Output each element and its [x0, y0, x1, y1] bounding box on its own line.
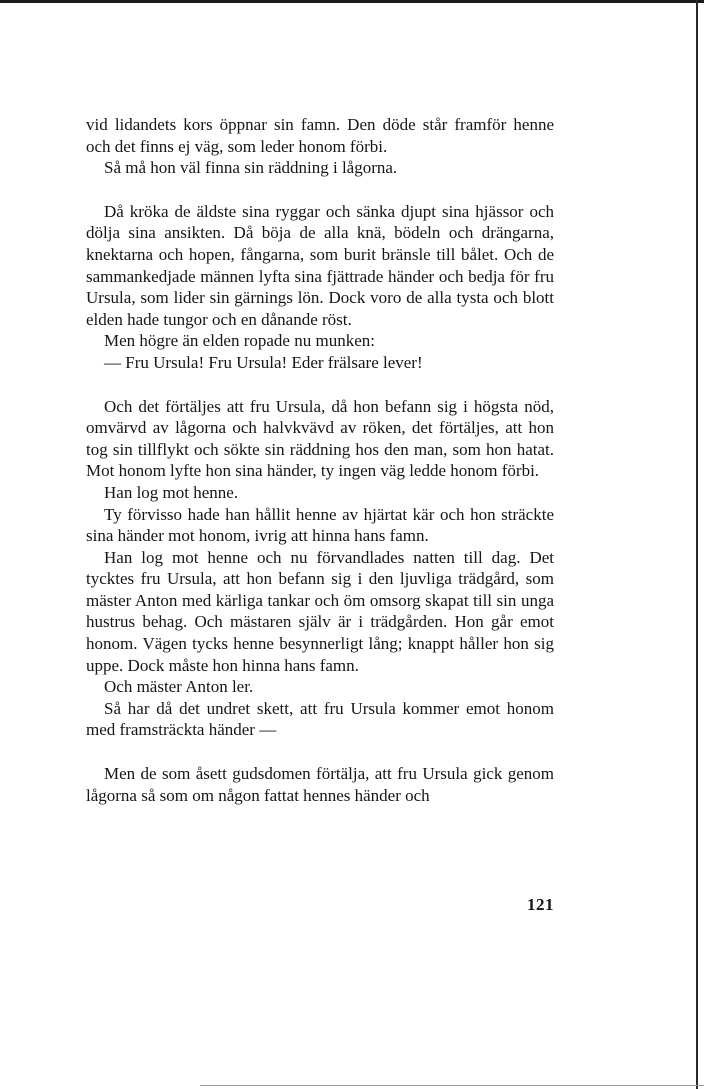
- paragraph: Och det förtäljes att fru Ursula, då hon befann sig i högsta nöd, omvärvd av lågorna och halvkvävd av röken, det förtäljes, att hon tog sin tillflykt och sökte sin räddning hos den man, som hon hatat. Mot honom lyfte hon sina händer, ty ingen väg ledde honom förbi.: [86, 396, 554, 481]
- paragraph: — Fru Ursula! Fru Ursula! Eder frälsare lever!: [104, 352, 423, 372]
- body-text: [86, 114, 554, 806]
- scan-edge-bottom: [200, 1085, 704, 1086]
- paragraph: Så har då det undret skett, att fru Ursula kommer emot honom med framsträckta händer —: [86, 698, 554, 740]
- paragraph: Då kröka de äldste sina ryggar och sänka djupt sina hjässor och dölja sina ansikten. Då böja de alla knä, bödeln och drängarna, knektarna och hopen, fångarna, som burit bränsle till bålet. Och de sammankedjade männen lyfta sina fjättrade händer och bedja för fru Ursula, som lider sin gärnings lön. Dock voro de alla tysta och blott elden hade tungor och en dånande röst.: [86, 201, 554, 329]
- paragraph: Så må hon väl finna sin räddning i lågorna.: [104, 158, 398, 178]
- section-break: [86, 179, 554, 201]
- page-number: 121: [527, 895, 554, 914]
- section-break: [86, 374, 554, 396]
- paragraph: Men högre än elden ropade nu munken:: [104, 331, 375, 351]
- paragraph: Ty förvisso hade han hållit henne av hjärtat kär och hon sträckte sina händer mot honom, ivrig att hinna hans famn.: [86, 504, 554, 546]
- section-break: [86, 741, 554, 763]
- paragraph: Men de som åsett gudsdomen förtälja, att fru Ursula gick genom lågorna så som om någon fattat hennes händer och: [86, 764, 554, 805]
- scan-edge-top: [0, 0, 704, 3]
- paragraph: Han log mot henne.: [104, 482, 239, 502]
- paragraph: Och mäster Anton ler.: [104, 677, 254, 697]
- paragraph: vid lidandets kors öppnar sin famn. Den döde står framför henne och det finns ej väg, som leder honom förbi.: [86, 115, 554, 156]
- paragraph: Han log mot henne och nu förvandlades natten till dag. Det tycktes fru Ursula, att hon befann sig i den ljuvliga trädgård, som mäster Anton med kärliga tankar och öm omsorg skapat till sin unga hustrus behag. Och mästaren själv är i trädgården. Hon går emot honom. Vägen tycks henne besynnerligt lång; knappt håller hon sig uppe. Dock måste hon hinna hans famn.: [86, 547, 554, 675]
- scan-edge-right: [696, 0, 698, 1089]
